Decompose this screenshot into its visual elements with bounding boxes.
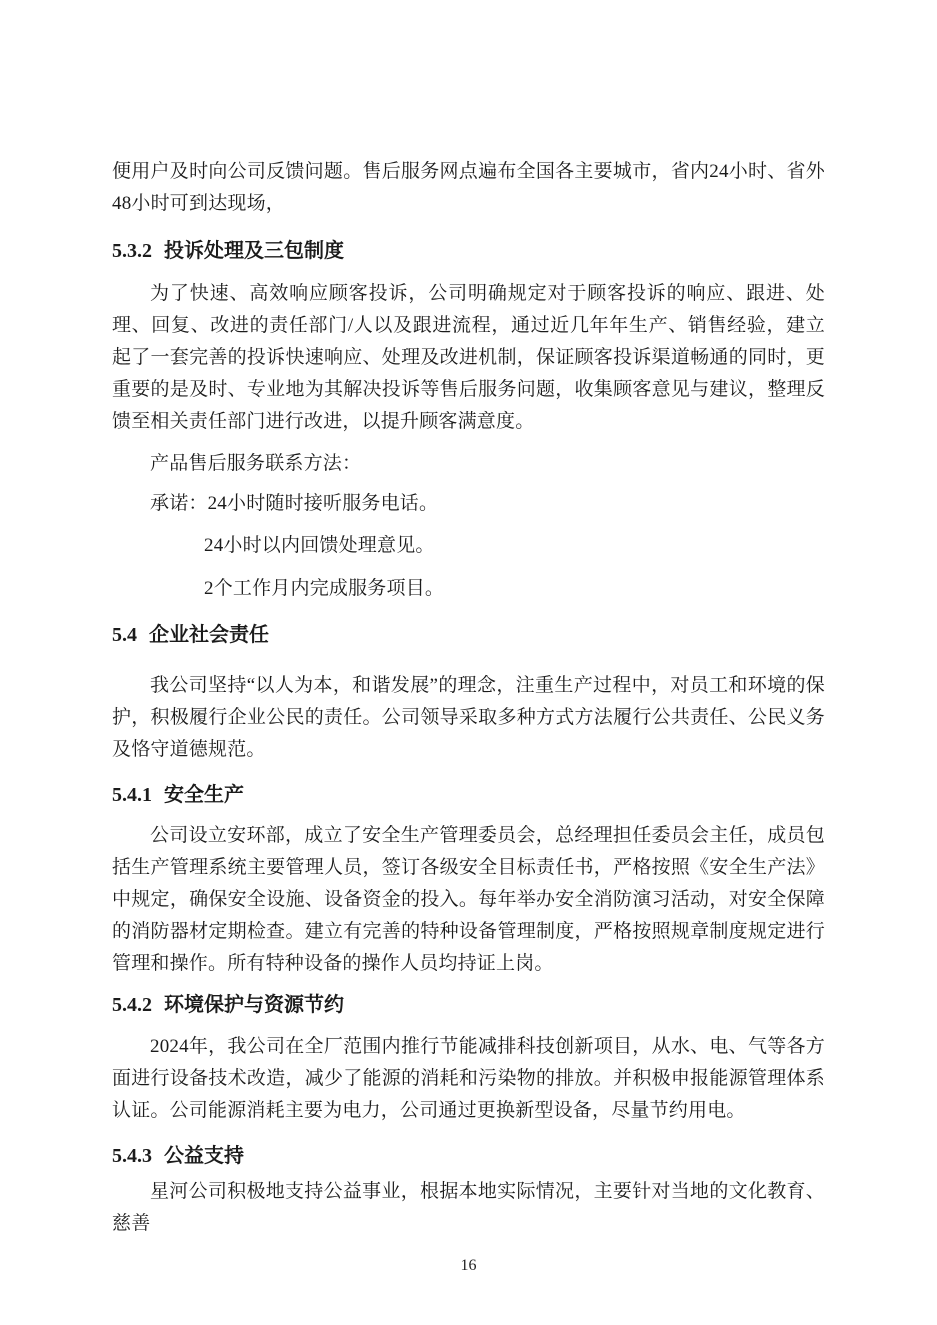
section-number: 5.4.1: [112, 784, 152, 806]
section-title: 环境保护与资源节约: [164, 994, 344, 1016]
section-heading-5-3-2: [112, 236, 825, 266]
section-number: 5.3.2: [112, 240, 152, 262]
promise-label: 承诺：: [150, 493, 208, 514]
section-heading-5-4-1: [112, 780, 825, 810]
section-number: 5.4.2: [112, 994, 152, 1016]
section-number: 5.4.3: [112, 1145, 152, 1167]
section-heading-5-4: [112, 620, 825, 650]
section-paragraph-5-4-2: 2024年，我公司在全厂范围内推行节能减排科技创新项目，从水、电、气等各方面进行设备技术改造，减少了能源的消耗和污染物的排放。并积极申报能源管理体系认证。公司能源消耗主要为电力，公司通过更换新型设备，尽量节约用电。: [112, 1036, 825, 1121]
promise-text: 24小时随时接听服务电话。: [207, 493, 439, 514]
section-heading-5-4-2: [112, 990, 825, 1020]
page-number: 16: [460, 1257, 477, 1274]
service-contact-lead: 产品售后服务联系方法：: [150, 453, 362, 474]
section-number: 5.4: [112, 624, 137, 646]
section-paragraph-5-4: 我公司坚持“以人为本，和谐发展”的理念，注重生产过程中，对员工和环境的保护，积极履行企业公民的责任。公司领导采取多种方式方法履行公共责任、公民义务及恪守道德规范。: [112, 675, 825, 760]
section-heading-5-4-3: [112, 1141, 825, 1171]
section-paragraph-5-3-2: 为了快速、高效响应顾客投诉，公司明确规定对于顾客投诉的响应、跟进、处理、回复、改进的责任部门/人以及跟进流程，通过近几年年生产、销售经验，建立起了一套完善的投诉快速响应、处理及改进机制，保证顾客投诉渠道畅通的同时，更重要的是及时、专业地为其解决投诉等售后服务问题，收集顾客意见与建议，整理反馈至相关责任部门进行改进，以提升顾客满意度。: [112, 283, 825, 432]
promise-line-1: [150, 488, 825, 520]
section-title: 安全生产: [164, 784, 244, 806]
intro-paragraph: 便用户及时向公司反馈问题。售后服务网点遍布全国各主要城市，省内24小时、省外48小时可到达现场，: [112, 161, 825, 214]
section-title: 投诉处理及三包制度: [164, 240, 344, 262]
promise-line-3: 2个工作月内完成服务项目。: [204, 578, 445, 599]
promise-line-2: 24小时以内回馈处理意见。: [204, 535, 435, 556]
section-paragraph-5-4-3: 星河公司积极地支持公益事业，根据本地实际情况，主要针对当地的文化教育、慈善: [112, 1181, 825, 1234]
section-title: 企业社会责任: [149, 624, 269, 646]
section-paragraph-5-4-1: 公司设立安环部，成立了安全生产管理委员会，总经理担任委员会主任，成员包括生产管理系统主要管理人员，签订各级安全目标责任书，严格按照《安全生产法》中规定，确保安全设施、设备资金的投入。每年举办安全消防演习活动，对安全保障的消防器材定期检查。建立有完善的特种设备管理制度，严格按照规章制度规定进行管理和操作。所有特种设备的操作人员均持证上岗。: [112, 825, 825, 974]
section-title: 公益支持: [164, 1145, 244, 1167]
